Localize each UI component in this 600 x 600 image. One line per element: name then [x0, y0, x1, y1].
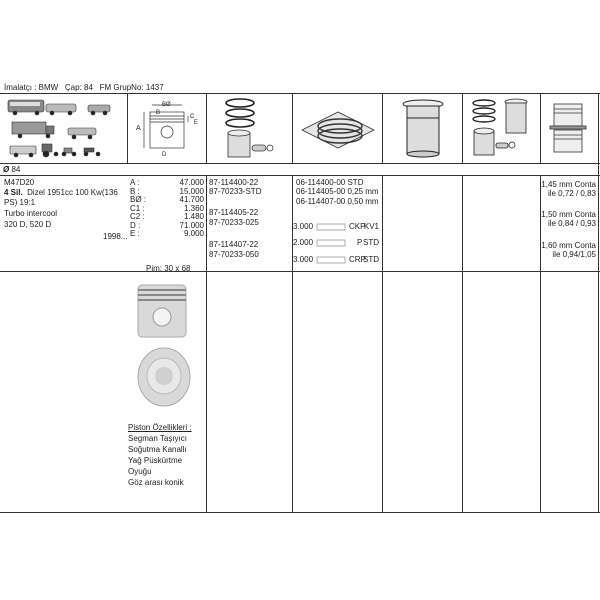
- ring-spec-row: 3.000 CKP KV1: [293, 222, 379, 231]
- feature-item: Soğutma Kanallı: [128, 445, 187, 454]
- label-a: A: [136, 125, 141, 132]
- piston-side-image: [134, 283, 190, 341]
- col-divider-1: [127, 93, 128, 163]
- engine-desc2: PS) 19:1: [4, 198, 36, 207]
- label-e: E: [194, 120, 199, 126]
- engine-cyl: 4 Sil.: [4, 188, 23, 197]
- piston-rings-icon: [222, 97, 282, 161]
- engine-models: 320 D, 520 D: [4, 220, 52, 229]
- feature-item: Segman Taşıyıcı: [128, 434, 187, 443]
- col-divider-4a: [382, 93, 383, 163]
- engine-desc-line1: [4, 188, 118, 198]
- piston-part-number: 87-70233-STD: [209, 187, 262, 196]
- manufacturer-label: İmalatçı : BMW: [4, 83, 59, 92]
- col-divider-6a: [540, 93, 541, 163]
- label-b: B: [156, 110, 161, 116]
- diameter-row-border: [0, 175, 600, 176]
- conta-line: ile 0,84 / 0,93: [547, 219, 596, 228]
- diameter-value: 84: [11, 165, 21, 174]
- conta-line: 1,50 mm Conta: [541, 210, 596, 219]
- group-label: FM GrupNo: 1437: [99, 83, 164, 92]
- ring-set-row: 06-114400-00 STD: [296, 178, 364, 187]
- label-bd: BØ: [162, 102, 171, 108]
- col-divider-4b: [382, 175, 383, 512]
- col-divider-2b: [206, 175, 207, 512]
- col-divider-5b: [462, 175, 463, 512]
- feature-item: Yağ Püskürtme: [128, 456, 183, 465]
- conta-line: 1,60 mm Conta: [541, 241, 596, 250]
- feature-item: Oyuğu: [128, 467, 152, 476]
- ring-profile-icon: [317, 239, 347, 247]
- col-divider-3a: [292, 93, 293, 163]
- engine-desc1: Dizel 1951cc 100 Kw(136: [27, 188, 118, 197]
- piston-kit-icon: [470, 97, 534, 161]
- piston-part-number: 87-70233-050: [209, 250, 259, 259]
- gasket-piston-icon: [550, 100, 590, 158]
- engine-desc3: Turbo intercool: [4, 209, 58, 218]
- col-divider-6b: [540, 175, 541, 512]
- diameter-row: [3, 165, 20, 175]
- mid-border: [0, 271, 600, 272]
- right-border: [598, 93, 599, 512]
- dim-row: E : 9.000: [130, 229, 204, 238]
- vehicles-icon: [6, 96, 124, 160]
- col-divider-2a: [206, 93, 207, 163]
- table-top-border: [0, 93, 600, 94]
- piston-features-title: Piston Özellikleri :: [128, 423, 192, 432]
- ring-set-row: 06-114407-00 0,50 mm: [296, 197, 379, 206]
- diameter-symbol: Ø: [3, 165, 10, 174]
- ring-spec-row: 2.000 P STD: [293, 238, 379, 247]
- conta-line: ile 0,72 / 0,83: [547, 189, 596, 198]
- ring-profile-icon: [317, 223, 347, 231]
- icon-row-border: [0, 163, 600, 164]
- ring-set-row: 06-114405-00 0,25 mm: [296, 187, 379, 196]
- piston-part-number: 87-114400-22: [209, 178, 259, 187]
- ring-spec-row: 3.000 CRP STD: [293, 255, 379, 264]
- piston-top-image: [136, 346, 192, 408]
- dimensions-list: [130, 178, 204, 238]
- label-d: D: [162, 152, 167, 158]
- pin-size: Pim: 30 x 68: [146, 264, 191, 273]
- engine-year: 1998...: [103, 232, 128, 241]
- piston-part-number: 87-114407-22: [209, 240, 259, 249]
- dim-row: C1 : 1.360: [130, 203, 204, 213]
- piston-part-number: 87-114405-22: [209, 208, 259, 217]
- conta-line: 1,45 mm Conta: [541, 180, 596, 189]
- dim-row: B : 15.000: [130, 186, 204, 196]
- dim-row: D : 71.000: [130, 220, 204, 230]
- diameter-label: Çap: 84: [64, 83, 93, 92]
- cylinder-liner-icon: [400, 98, 446, 160]
- dim-row: BØ : 41.700: [130, 195, 204, 204]
- engine-code: M47D20: [4, 178, 35, 187]
- piston-dimension-diagram: [132, 100, 202, 160]
- dim-row: C2 : 1.480: [130, 212, 204, 221]
- col-divider-5a: [462, 93, 463, 163]
- piston-part-number: 87-70233-025: [209, 218, 259, 227]
- header-info: [4, 83, 164, 92]
- dim-row: A : 47.000: [130, 178, 204, 187]
- ring-profile-icon: [317, 256, 347, 264]
- table-bottom-border: [0, 512, 600, 513]
- label-c: C: [190, 114, 195, 120]
- conta-line: ile 0,94/1,05: [552, 250, 596, 259]
- ring-set-icon: [300, 110, 376, 152]
- feature-item: Göz arası konik: [128, 478, 184, 487]
